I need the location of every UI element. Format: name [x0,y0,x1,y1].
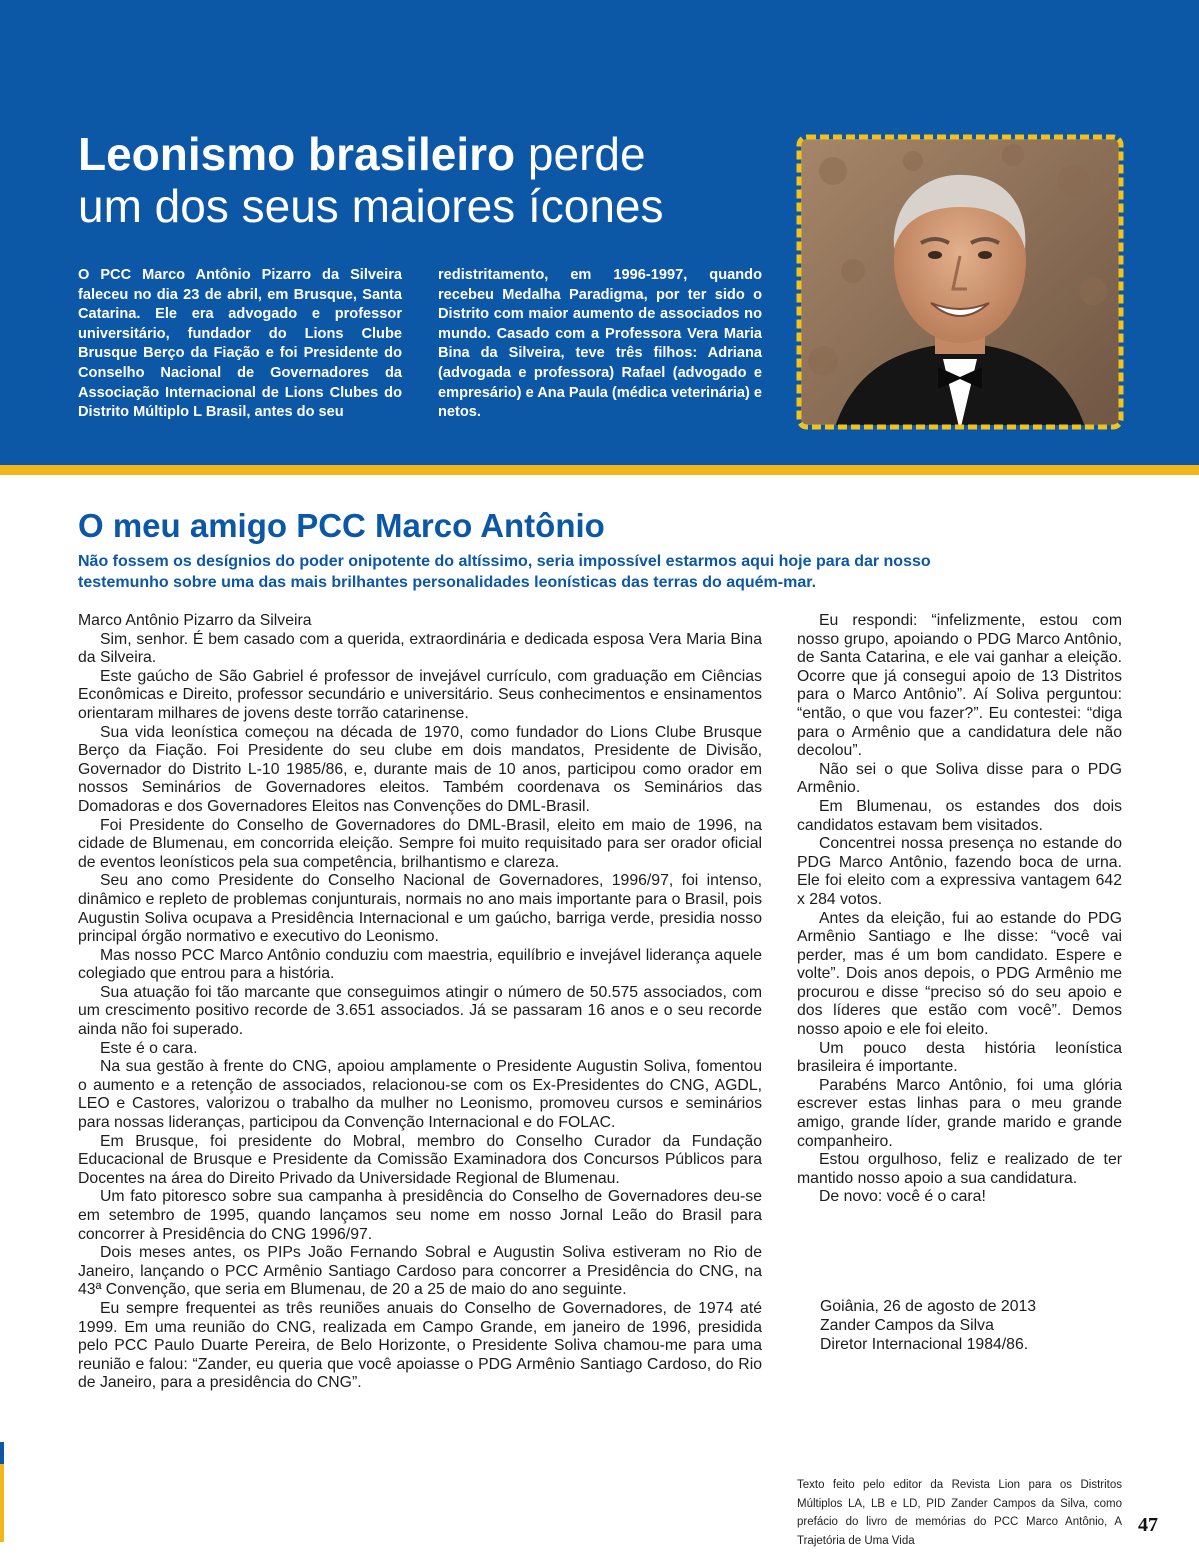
paragraph: Sua atuação foi tão marcante que conseguimos atingir o número de 50.575 associados, com um crescimento positivo recorde de 3.651 associados. Já se passaram 16 anos e o seu recorde ainda não foi superado. [78,983,762,1039]
paragraph: Na sua gestão à frente do CNG, apoiou amplamente o Presidente Augustin Soliva, fomentou o aumento e a retenção de associados, relacionou-se com os Ex-Presidentes do CNG, AGDL, LEO e Castores, valorizou o trabalho da mulher no Leonismo, promoveu cursos e seminários para nossas lideranças, participou da Convenção Internacional e do FOLAC. [78,1058,762,1132]
paragraph: Este é o cara. [100,1039,198,1057]
paragraph: Em Blumenau, os estandes dos dois candidatos estavam bem visitados. [797,797,1122,834]
paragraph: Dois meses antes, os PIPs João Fernando Sobral e Augustin Soliva estiveram no Rio de Janeiro, lançando o PCC Armênio Santiago Cardoso para concorrer a Presidência do CNG, na 43ª Convenção, que seria em Blumenau, de 20 a 25 de maio do ano seguinte. [78,1244,762,1299]
page-number: 47 [1138,1514,1158,1536]
paragraph: Um fato pitoresco sobre sua campanha à presidência do Conselho de Governadores deu-se em setembro de 1995, quando lançamos seu nome em nosso Jornal Leão do Brasil para concorrer à Presidência do CNG 1996/97. [78,1188,762,1243]
paragraph: Seu ano como Presidente do Conselho Nacional de Governadores, 1996/97, foi intenso, dinâmico e repleto de problemas conjunturais, normais no ano mais importante para o Brasil, pois Augustin Soliva ocupava a Presidência Internacional e um gaúcho, barriga verde, presidia nosso principal órgão normativo e executivo do Leonismo. [78,872,763,946]
paragraph: Eu sempre frequentei as três reuniões anuais do Conselho de Governadores, de 1974 até 1999. Em uma reunião do CNG, realizada em Campo Grande, em janeiro de 1996, presidida pelo PCC Paulo Duarte Pereira, de Belo Horizonte, o Presidente Soliva chamou-me para uma reunião e falou: “Zander, eu queria que você apoiasse o PDG Armênio Santiago Cardoso, do Rio de Janeiro, para a presidência do CNG”. [78,1299,762,1392]
paragraph: Este gaúcho de São Gabriel é professor de invejável currículo, com graduação em Ciências Econômicas e Direito, professor secundário e universitário. Seus conhecimentos e ensinamentos orientaram milhares de jovens deste torrão catarinense. [78,667,762,722]
editor-note: Texto feito pelo editor da Revista Lion para os Distritos Múltiplos LA, LB e LD, PID Zander Campos da Silva, como prefácio do livro de memórias do PCC Marco Antônio, A Trajetória de Uma Vida [797,1479,1122,1547]
headline-bold: Leonismo brasileiro [78,128,516,180]
headline-line2: um dos seus maiores ícones [78,180,664,232]
paragraph: Mas nosso PCC Marco Antônio conduziu com maestria, equilíbrio e invejável liderança aquele colegiado que entrou para a história. [78,946,762,983]
article-right-column [797,612,1122,1207]
paragraph: Sim, senhor. É bem casado com a querida, extraordinária e dedicada esposa Vera Maria Bina da Silveira. [78,630,762,667]
portrait-photo [793,131,1127,433]
paragraph: Antes da eleição, fui ao estande do PDG Armênio Santiago e lhe disse: “você vai perder, mas é um bom candidato. Espere e volte”. Dois anos depois, o PDG Armênio me procurou e disse “preciso só do seu apoio e dos líderes que estão com você”. Demos nosso apoio e ele foi eleito. [797,909,1122,1039]
article-title: O meu amigo PCC Marco Antônio [78,507,605,544]
headline-line1-rest: perde [515,128,646,180]
paragraph: Marco Antônio Pizarro da Silveira [78,612,312,629]
paragraph: Estou orgulhoso, feliz e realizado de ter mantido nosso apoio a sua candidatura. [797,1151,1122,1187]
paragraph: Em Brusque, foi presidente do Mobral, membro do Conselho Curador da Fundação Educacional de Brusque e Presidente da Comissão Examinadora dos Concursos Públicos para Docentes na área do Direito Privado da Universidade Regional de Blumenau. [78,1132,762,1187]
paragraph: Um pouco desta história leonística brasileira é importante. [797,1039,1122,1076]
paragraph: Não sei o que Soliva disse para o PDG Armênio. [797,760,1122,797]
article-subtitle: Não fossem os desígnios do poder onipotente do altíssimo, seria impossível estarmos aqui hoje para dar nosso testemunho sobre uma das mais brilhantes personalidades leonísticas das terras do aquém-mar. [78,553,931,591]
article-left-column [78,612,762,1393]
intro-column-2: redistritamento, em 1996-1997, quando recebeu Medalha Paradigma, por ter sido o Distrito com maior aumento de associados no mundo. Casado com a Professora Vera Maria Bina da Silveira, teve três filhos: Adriana (advogada e professora) Rafael (advogado e empresário) e Ana Paula (médica veterinária) e netos. [438,267,762,421]
intro-column-1: O PCC Marco Antônio Pizarro da Silveira faleceu no dia 23 de abril, em Brusque, Santa Catarina. Ele era advogado e professor universitário, fundador do Lions Clube Brusque Berço da Fiação e foi Presidente do Conselho Nacional de Governadores da Associação Internacional de Lions Clubes do Distrito Múltiplo L Brasil, antes do seu [78,267,402,421]
paragraph: Eu respondi: “infelizmente, estou com nosso grupo, apoiando o PDG Marco Antônio, de Santa Catarina, e ele vai ganhar a eleição. Ocorre que já consegui apoio de 13 Distritos para o Marco Antônio”. Aí Soliva perguntou: “então, o que vou fazer?”. Eu contestei: “diga para o Armênio que a candidatura dele não decolou”. [797,612,1122,760]
paragraph: Concentrei nossa presença no estande do PDG Marco Antônio, fazendo boca de urna. Ele foi eleito com a expressiva vantagem 642 x 284 votos. [797,835,1122,908]
paragraph: Foi Presidente do Conselho de Governadores do DML-Brasil, eleito em maio de 1996, na cidade de Blumenau, em concorrida eleição. Sempre foi muito requisitado para ser orador oficial de eventos leonísticos pela sua competência, brilhantismo e clareza. [78,816,762,871]
margin-accent-blue [0,1442,4,1464]
paragraph: Parabéns Marco Antônio, foi uma glória escrever estas linhas para o meu grande amigo, grande líder, grande marido e grande companheiro. [797,1076,1122,1150]
signature-author: Zander Campos da Silva [820,1316,994,1334]
headline [78,128,778,232]
signature-block [820,1298,1036,1354]
signature-role: Diretor Internacional 1984/86. [820,1335,1029,1353]
paragraph: Sua vida leonística começou na década de 1970, como fundador do Lions Clube Brusque Berço da Fiação. Foi Presidente do seu clube em dois mandatos, Presidente de Divisão, Governador do Distrito L-10 1985/86, e, durante mais de 10 anos, participou como orador em nossos Seminários de Governadores eleitos. Também coordenava os Seminários das Domadoras e dos Governadores Eleitos nas Convenções do DML-Brasil. [78,723,762,815]
banner-accent-stripe [0,465,1199,475]
paragraph: De novo: você é o cara! [819,1188,986,1206]
signature-place-date: Goiânia, 26 de agosto de 2013 [820,1298,1037,1315]
